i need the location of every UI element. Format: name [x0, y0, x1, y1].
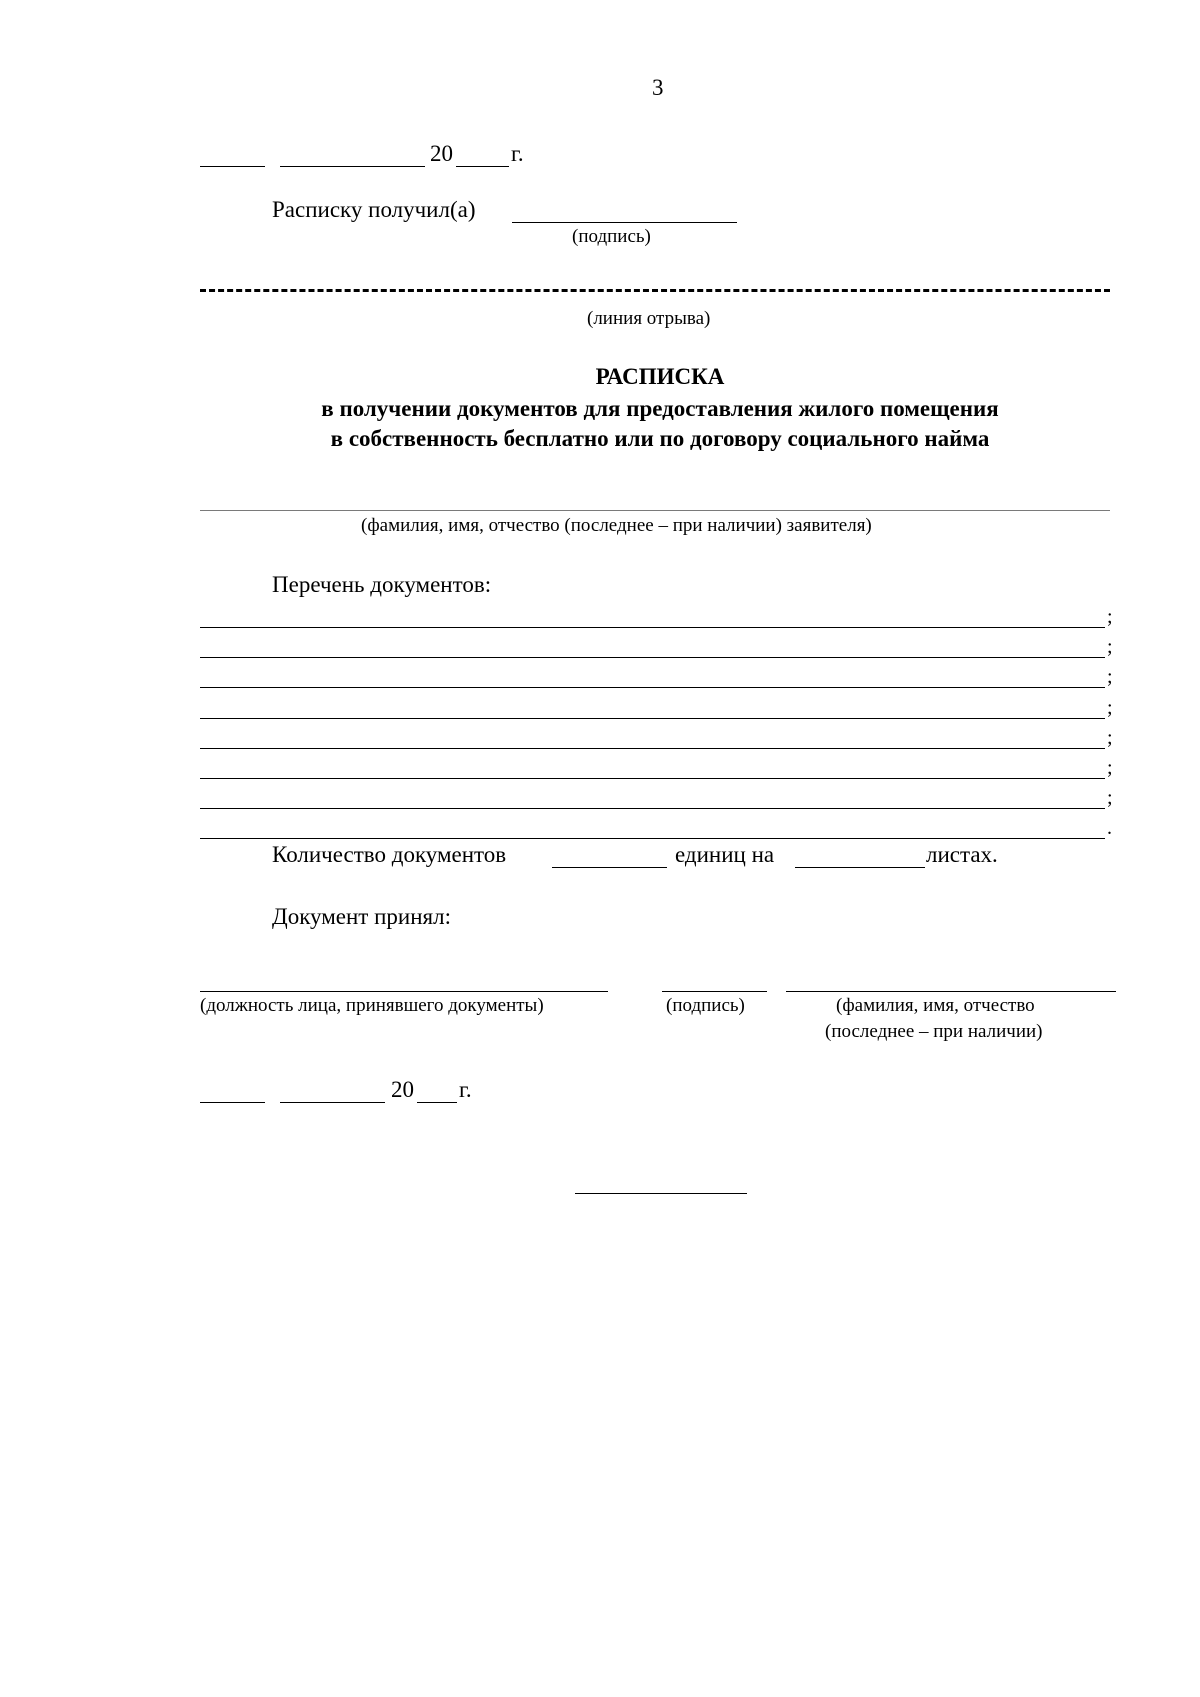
date-year-blank[interactable]	[456, 166, 509, 167]
tear-line-caption: (линия отрыва)	[587, 308, 711, 329]
bottom-date-month-blank[interactable]	[280, 1102, 385, 1103]
applicant-name-blank[interactable]	[200, 510, 1110, 511]
document-line-ending: .	[1107, 817, 1112, 839]
title-main: РАСПИСКА	[595, 364, 725, 389]
bottom-date-year-blank[interactable]	[417, 1102, 457, 1103]
bottom-date-suffix: г.	[459, 1077, 472, 1102]
document-line[interactable]	[200, 627, 1105, 628]
document-line-ending: ;	[1107, 636, 1113, 658]
position-blank[interactable]	[200, 991, 608, 992]
document-line-ending: ;	[1107, 727, 1113, 749]
count-units-label: единиц на	[675, 842, 775, 867]
document-line[interactable]	[200, 657, 1105, 658]
date-month-blank[interactable]	[280, 166, 425, 167]
document-line-ending: ;	[1107, 757, 1113, 779]
signature-caption: (подпись)	[666, 995, 745, 1016]
count-units-blank[interactable]	[552, 867, 667, 868]
name-caption-line-2: (последнее – при наличии)	[825, 1021, 1043, 1042]
bottom-date-year-prefix: 20	[391, 1077, 414, 1102]
name-caption-line-1: (фамилия, имя, отчество	[836, 995, 1035, 1016]
receipt-received-label: Расписку получил(а)	[272, 197, 476, 222]
document-line[interactable]	[200, 718, 1105, 719]
position-caption: (должность лица, принявшего документы)	[200, 995, 544, 1016]
title-line-1: в получении документов для предоставления жилого помещения	[321, 396, 999, 421]
name-blank[interactable]	[786, 991, 1116, 992]
receipt-signature-caption: (подпись)	[572, 226, 651, 247]
document-line-ending: ;	[1107, 697, 1113, 719]
date-suffix: г.	[511, 141, 524, 166]
date-year-prefix: 20	[430, 141, 453, 166]
accepted-label: Документ принял:	[272, 904, 451, 929]
documents-label: Перечень документов:	[272, 572, 492, 597]
tear-line	[200, 289, 1110, 292]
applicant-caption: (фамилия, имя, отчество (последнее – при наличии) заявителя)	[361, 515, 872, 536]
document-line[interactable]	[200, 778, 1105, 779]
document-line[interactable]	[200, 838, 1105, 839]
receipt-signature-blank[interactable]	[512, 222, 737, 223]
document-line-ending: ;	[1107, 787, 1113, 809]
document-line-ending: ;	[1107, 666, 1113, 688]
title-line-2: в собственность бесплатно или по договору социального найма	[330, 426, 990, 451]
document-line[interactable]	[200, 687, 1105, 688]
document-line[interactable]	[200, 808, 1105, 809]
document-line[interactable]	[200, 748, 1105, 749]
bottom-date-day-blank[interactable]	[200, 1102, 265, 1103]
page-number: 3	[652, 75, 664, 100]
signature-blank[interactable]	[662, 991, 767, 992]
count-sheets-label: листах.	[926, 842, 998, 867]
date-day-blank[interactable]	[200, 166, 265, 167]
document-line-ending: ;	[1107, 606, 1113, 628]
closing-rule	[575, 1193, 747, 1194]
count-label: Количество документов	[272, 842, 507, 867]
count-sheets-blank[interactable]	[795, 867, 925, 868]
